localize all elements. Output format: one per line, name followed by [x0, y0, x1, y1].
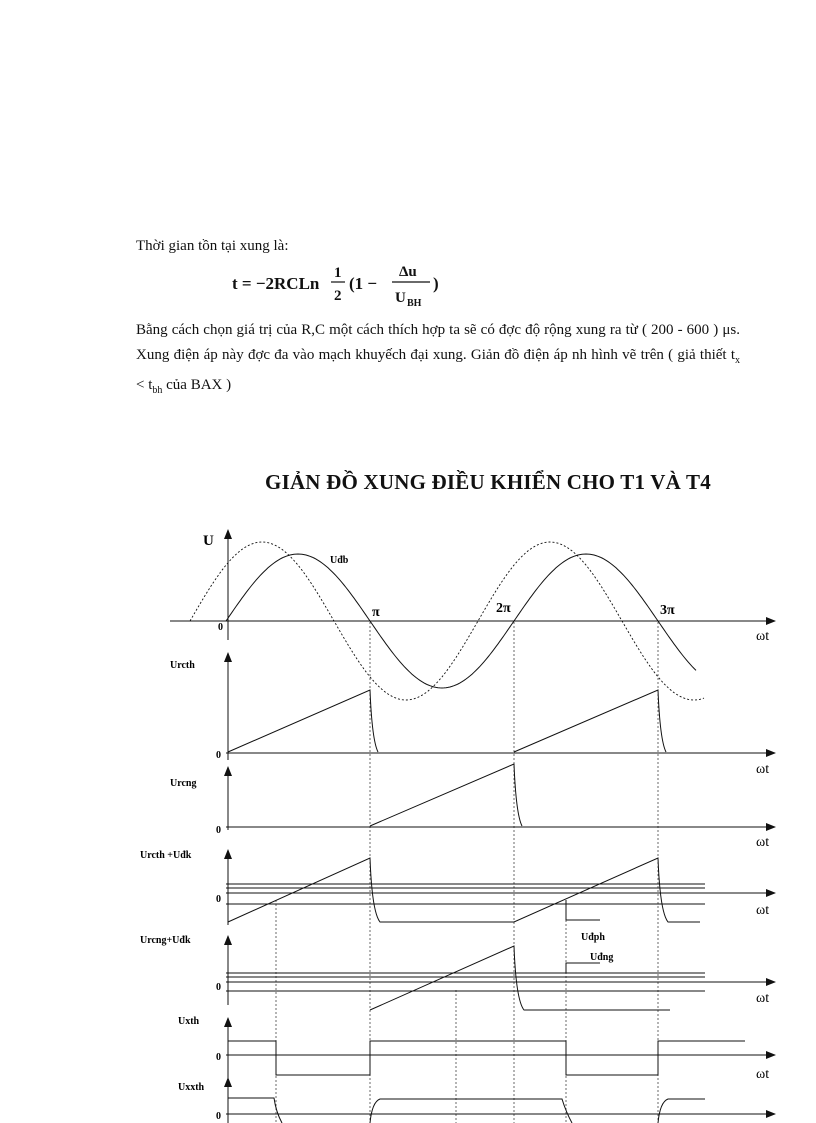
body-part-1: Bằng cách chọn giá trị của R,C một cách thích hợp ta sẽ có đợc độ rộng xung ra từ ( 200 - 600 )	[136, 322, 723, 338]
udph-label: Uđph	[581, 932, 605, 943]
2pi-label: 2π	[496, 601, 511, 616]
omega-t-3: ωt	[756, 835, 770, 850]
tbh-subscript: bh	[152, 385, 163, 396]
formula-frac1-den: 2	[334, 288, 342, 304]
zero-label-3: 0	[216, 825, 221, 836]
guide-lines	[276, 622, 658, 1123]
panel-uxth	[178, 1016, 775, 1082]
panel-sine	[170, 530, 775, 700]
udb-label: Uđb	[330, 555, 349, 566]
zero-label-7: 0	[216, 1111, 221, 1122]
urcth-label: Urcth	[170, 660, 195, 671]
formula-frac2-den-sub: BH	[407, 298, 422, 309]
urcng-label: Urcng	[170, 778, 197, 789]
zero-label-5: 0	[216, 982, 221, 993]
omega-t-2: ωt	[756, 762, 770, 777]
formula-frac1-num: 1	[334, 265, 342, 281]
panel-urcng	[170, 764, 775, 850]
zero-label-6: 0	[216, 1052, 221, 1063]
omega-t-5: ωt	[756, 991, 770, 1006]
uxth-label: Uxth	[178, 1016, 200, 1027]
urcth-udk-label: Urcth +Uđk	[140, 850, 192, 861]
urcng-udk-label: Urcng+Uđk	[140, 935, 191, 946]
pi-label: π	[372, 605, 380, 620]
panel-urcth	[170, 653, 775, 777]
body-part-4: của BAX )	[162, 377, 232, 393]
omega-t-6: ωt	[756, 1067, 770, 1082]
formula-lhs: t = −2RCLn	[232, 274, 320, 293]
formula-frac2-num: Δu	[399, 264, 417, 280]
panel-uxxth	[178, 1078, 775, 1123]
intro-text: Thời gian tồn tại xung là:	[136, 238, 289, 254]
diagram-title: GIẢN ĐỒ XUNG ĐIỀU KHIỂN CHO T1 VÀ T4	[265, 470, 711, 494]
u-axis-label: U	[203, 533, 214, 549]
panel-urcth-udk	[140, 850, 775, 925]
omega-t-1: ωt	[756, 629, 770, 644]
mu-s-unit: μs	[722, 322, 737, 338]
omega-t-4: ωt	[756, 903, 770, 918]
body-part-3: < t	[136, 377, 153, 393]
formula-paren-close: )	[433, 274, 439, 293]
tx-subscript: x	[735, 355, 740, 366]
3pi-label: 3π	[660, 603, 675, 618]
formula-paren-open: (1 −	[349, 274, 378, 293]
uxxth-label: Uxxth	[178, 1082, 205, 1093]
udng-label: Uđng	[590, 952, 614, 963]
zero-label-2: 0	[216, 750, 221, 761]
formula-frac2-den: U	[395, 290, 406, 306]
zero-label-4: 0	[216, 894, 221, 905]
zero-label-1: 0	[218, 622, 223, 633]
panel-urcng-udk	[140, 932, 775, 1010]
body-part-2: . Xung điện áp này đợc đa vào mạch khuyếch đại xung. Giản đồ điện áp nh hình vẽ trên ( giả thiết t	[136, 322, 740, 363]
